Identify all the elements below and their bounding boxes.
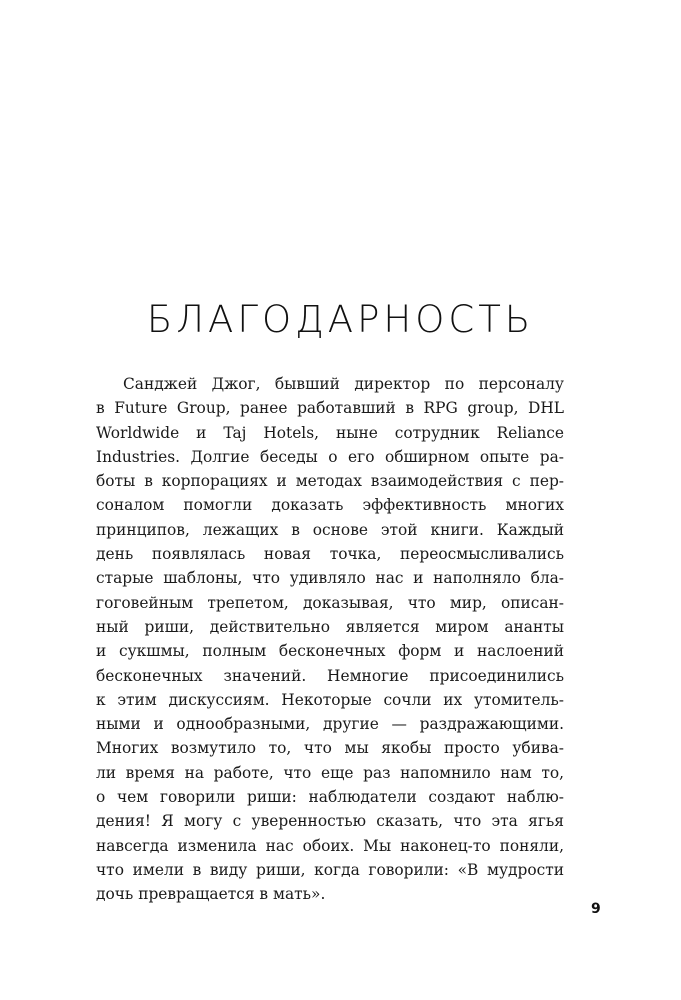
body-line: боты в корпорациях и методах взаимодействия с пер- [96,472,564,491]
body-line: ный риши, действительно является миром ананты [96,617,564,636]
body-line: о чем говорили риши: наблюдатели создают наблю- [96,788,564,807]
body-line: принципов, лежащих в основе этой книги. Каждый [96,520,564,539]
body-line: дочь превращается в мать». [96,885,326,904]
body-line: навсегда изменила нас обоих. Мы наконец-то поняли, [96,836,564,855]
body-line: гоговейным трепетом, доказывая, что мир, описан- [96,593,564,612]
body-line: и сукшмы, полным бесконечных форм и наслоений [96,642,564,661]
body-paragraph [96,372,564,907]
body-line: соналом помогли доказать эффективность многих [96,496,564,515]
body-line: дения! Я могу с уверенностью сказать, что эта ягья [96,812,564,831]
body-line: старые шаблоны, что удивляло нас и наполняло бла- [96,569,564,588]
body-line: в Future Group, ранее работавший в RPG group, DHL [96,399,564,418]
body-line: Санджей Джог, бывший директор по персоналу [123,375,564,393]
page-title: БЛАГОДАРНОСТЬ [146,298,535,341]
body-line: Многих возмутило то, что мы якобы просто убива- [96,739,564,758]
body-line: бесконечных значений. Немногие присоединились [96,666,564,685]
body-line: день появлялась новая точка, переосмысливались [96,545,564,564]
body-line: ными и однообразными, другие — раздражающими. [96,715,564,734]
body-line: Worldwide и Taj Hotels, ныне сотрудник Reliance [96,423,564,442]
page-number: 9 [591,901,601,917]
body-line: к этим дискуссиям. Некоторые сочли их утомитель- [96,690,564,709]
body-line: Industries. Долгие беседы о его обширном опыте ра- [96,447,564,466]
body-line: ли время на работе, что еще раз напомнило нам то, [96,763,564,782]
body-line: что имели в виду риши, когда говорили: «В мудрости [96,860,564,879]
